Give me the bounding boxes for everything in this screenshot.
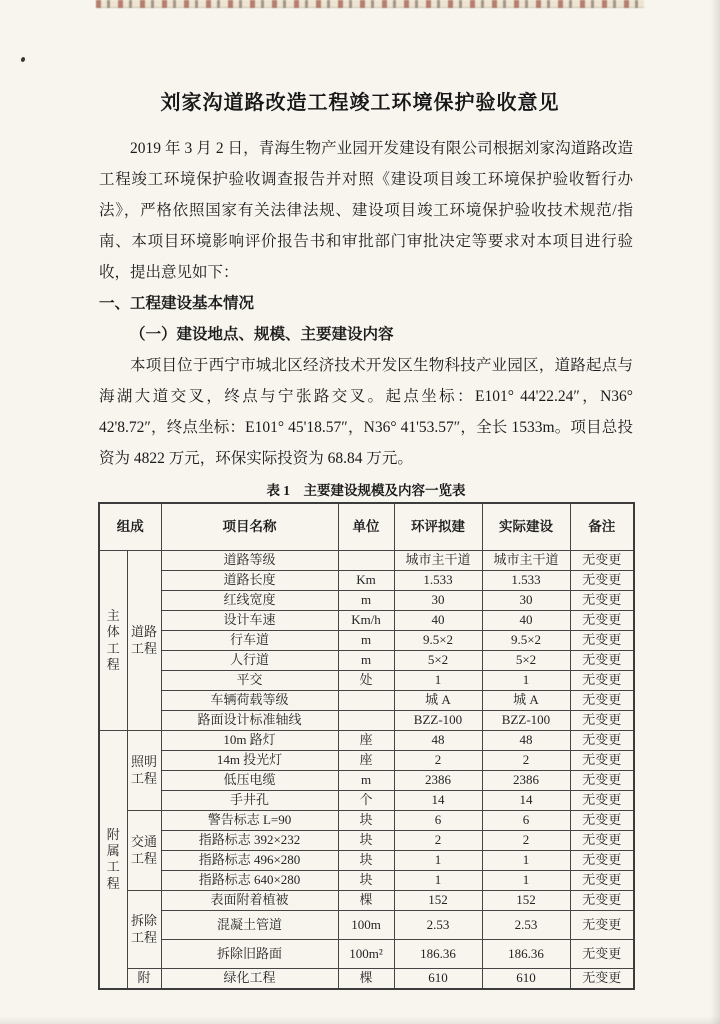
item-name-cell: 14m 投光灯 — [161, 751, 338, 771]
table-row — [99, 871, 634, 891]
table-row — [99, 851, 634, 871]
subgroup-label: 照明工程 — [127, 731, 161, 811]
table-row — [99, 891, 634, 911]
actual-cell: 1.533 — [482, 571, 570, 591]
table-row — [99, 571, 634, 591]
unit-cell: m — [338, 631, 394, 651]
table-body — [99, 551, 634, 989]
planned-cell: 9.5×2 — [394, 631, 482, 651]
table-caption: 表 1 主要建设规模及内容一览表 — [266, 483, 466, 498]
document-title: 刘家沟道路改造工程竣工环境保护验收意见 — [160, 92, 560, 114]
table-row — [99, 631, 634, 651]
item-name-cell: 路面设计标准轴线 — [161, 711, 338, 731]
planned-cell: 2 — [394, 831, 482, 851]
table-row — [99, 611, 634, 631]
actual-cell: 城 A — [482, 691, 570, 711]
planned-cell: 152 — [394, 891, 482, 911]
table-header-row — [99, 503, 634, 551]
unit-cell: m — [338, 591, 394, 611]
item-name-cell: 红线宽度 — [161, 591, 338, 611]
item-name-cell: 人行道 — [161, 651, 338, 671]
planned-cell: 城 A — [394, 691, 482, 711]
item-name-cell: 绿化工程 — [161, 969, 338, 989]
group-label: 主体工程 — [99, 551, 127, 731]
unit-cell: 处 — [338, 671, 394, 691]
remark-cell: 无变更 — [570, 969, 634, 989]
planned-cell: 1 — [394, 671, 482, 691]
item-name-cell: 道路长度 — [161, 571, 338, 591]
actual-cell: 2.53 — [482, 911, 570, 940]
table-row — [99, 671, 634, 691]
item-name-cell: 手井孔 — [161, 791, 338, 811]
unit-cell — [338, 691, 394, 711]
remark-cell: 无变更 — [570, 771, 634, 791]
paragraph-intro: 2019 年 3 月 2 日，青海生物产业园开发建设有限公司根据刘家沟道路改造工程竣工环境保护验收调查报告并对照《建设项目竣工环境保护验收暂行办法》，严格依照国家有关法律法规、建设项目竣工环境保护验收技术规范/指南、本项目环境影响评价报告书和审批部门审批决定等要求对本项目进行验收，提出意见如下： — [99, 140, 633, 281]
remark-cell: 无变更 — [570, 940, 634, 969]
actual-cell: 48 — [482, 731, 570, 751]
remark-cell: 无变更 — [570, 571, 634, 591]
planned-cell: 1 — [394, 851, 482, 871]
planned-cell: 1 — [394, 871, 482, 891]
actual-cell: 30 — [482, 591, 570, 611]
item-name-cell: 拆除旧路面 — [161, 940, 338, 969]
actual-cell: 5×2 — [482, 651, 570, 671]
table-row — [99, 811, 634, 831]
table-row — [99, 791, 634, 811]
planned-cell: 40 — [394, 611, 482, 631]
unit-cell: 块 — [338, 851, 394, 871]
planned-cell: 城市主干道 — [394, 551, 482, 571]
remark-cell: 无变更 — [570, 651, 634, 671]
actual-cell: 40 — [482, 611, 570, 631]
item-name-cell: 10m 路灯 — [161, 731, 338, 751]
remark-cell: 无变更 — [570, 591, 634, 611]
unit-cell: Km/h — [338, 611, 394, 631]
planned-cell: 48 — [394, 731, 482, 751]
header-eia-planned: 环评拟建 — [394, 503, 482, 551]
unit-cell: Km — [338, 571, 394, 591]
table-row — [99, 771, 634, 791]
scan-edge-shadow-right — [710, 0, 720, 1024]
table-row — [99, 940, 634, 969]
header-remark: 备注 — [570, 503, 634, 551]
remark-cell: 无变更 — [570, 671, 634, 691]
remark-cell: 无变更 — [570, 731, 634, 751]
planned-cell: 2 — [394, 751, 482, 771]
table-row — [99, 911, 634, 940]
table-row — [99, 751, 634, 771]
actual-cell: 186.36 — [482, 940, 570, 969]
unit-cell: 棵 — [338, 891, 394, 911]
remark-cell: 无变更 — [570, 811, 634, 831]
subgroup-label: 附 — [127, 969, 161, 989]
actual-cell: 2 — [482, 751, 570, 771]
actual-cell: 6 — [482, 811, 570, 831]
remark-cell: 无变更 — [570, 631, 634, 651]
planned-cell: 2386 — [394, 771, 482, 791]
remark-cell: 无变更 — [570, 831, 634, 851]
planned-cell: BZZ-100 — [394, 711, 482, 731]
actual-cell: 1 — [482, 851, 570, 871]
subgroup-label: 拆除工程 — [127, 891, 161, 969]
remark-cell: 无变更 — [570, 891, 634, 911]
unit-cell — [338, 551, 394, 571]
item-name-cell: 车辆荷载等级 — [161, 691, 338, 711]
paragraph-location: 本项目位于西宁市城北区经济技术开发区生物科技产业园区，道路起点与海湖大道交叉，终点与宁张路交叉。起点坐标：E101° 44'22.24″，N36° 42'8.72″，终点坐标：E101° 45'18.57″，N36° 41'53.57″，全长 1533m。项目总投资为 4822 万元，环保实际投资为 68.84 万元。 — [99, 357, 633, 467]
table-row — [99, 591, 634, 611]
unit-cell: 座 — [338, 731, 394, 751]
actual-cell: 9.5×2 — [482, 631, 570, 651]
group-label: 附属工程 — [99, 731, 127, 989]
unit-cell: 块 — [338, 871, 394, 891]
header-actual-built: 实际建设 — [482, 503, 570, 551]
item-name-cell: 表面附着植被 — [161, 891, 338, 911]
header-item-name: 项目名称 — [161, 503, 338, 551]
item-name-cell: 警告标志 L=90 — [161, 811, 338, 831]
item-name-cell: 指路标志 392×232 — [161, 831, 338, 851]
item-name-cell: 指路标志 496×280 — [161, 851, 338, 871]
unit-cell: 块 — [338, 831, 394, 851]
remark-cell: 无变更 — [570, 551, 634, 571]
subgroup-label: 道路工程 — [127, 551, 161, 731]
header-unit: 单位 — [338, 503, 394, 551]
actual-cell: 152 — [482, 891, 570, 911]
item-name-cell: 设计车速 — [161, 611, 338, 631]
table-row — [99, 691, 634, 711]
actual-cell: 2 — [482, 831, 570, 851]
actual-cell: 2386 — [482, 771, 570, 791]
item-name-cell: 低压电缆 — [161, 771, 338, 791]
table-row — [99, 969, 634, 989]
construction-scale-table — [98, 502, 635, 990]
planned-cell: 6 — [394, 811, 482, 831]
item-name-cell: 指路标志 640×280 — [161, 871, 338, 891]
item-name-cell: 道路等级 — [161, 551, 338, 571]
remark-cell: 无变更 — [570, 911, 634, 940]
unit-cell: 100m² — [338, 940, 394, 969]
planned-cell: 5×2 — [394, 651, 482, 671]
subsection-heading: （一）建设地点、规模、主要建设内容 — [130, 326, 394, 343]
table-row — [99, 731, 634, 751]
actual-cell: 1 — [482, 871, 570, 891]
planned-cell: 14 — [394, 791, 482, 811]
actual-cell: 城市主干道 — [482, 551, 570, 571]
planned-cell: 1.533 — [394, 571, 482, 591]
remark-cell: 无变更 — [570, 871, 634, 891]
remark-cell: 无变更 — [570, 791, 634, 811]
planned-cell: 30 — [394, 591, 482, 611]
scan-edge-shadow-bottom — [0, 1016, 720, 1024]
table-row — [99, 711, 634, 731]
unit-cell: m — [338, 651, 394, 671]
subgroup-label: 交通工程 — [127, 811, 161, 891]
table-row — [99, 551, 634, 571]
actual-cell: 14 — [482, 791, 570, 811]
unit-cell: 100m — [338, 911, 394, 940]
table-row — [99, 831, 634, 851]
remark-cell: 无变更 — [570, 611, 634, 631]
item-name-cell: 混凝土管道 — [161, 911, 338, 940]
remark-cell: 无变更 — [570, 851, 634, 871]
actual-cell: 1 — [482, 671, 570, 691]
item-name-cell: 平交 — [161, 671, 338, 691]
unit-cell — [338, 711, 394, 731]
planned-cell: 186.36 — [394, 940, 482, 969]
remark-cell: 无变更 — [570, 691, 634, 711]
remark-cell: 无变更 — [570, 751, 634, 771]
header-composition: 组成 — [99, 503, 161, 551]
actual-cell: BZZ-100 — [482, 711, 570, 731]
unit-cell: 棵 — [338, 969, 394, 989]
remark-cell: 无变更 — [570, 711, 634, 731]
actual-cell: 610 — [482, 969, 570, 989]
unit-cell: m — [338, 771, 394, 791]
planned-cell: 2.53 — [394, 911, 482, 940]
section-heading: 一、工程建设基本情况 — [99, 295, 255, 312]
unit-cell: 块 — [338, 811, 394, 831]
table-row — [99, 651, 634, 671]
unit-cell: 个 — [338, 791, 394, 811]
item-name-cell: 行车道 — [161, 631, 338, 651]
unit-cell: 座 — [338, 751, 394, 771]
planned-cell: 610 — [394, 969, 482, 989]
